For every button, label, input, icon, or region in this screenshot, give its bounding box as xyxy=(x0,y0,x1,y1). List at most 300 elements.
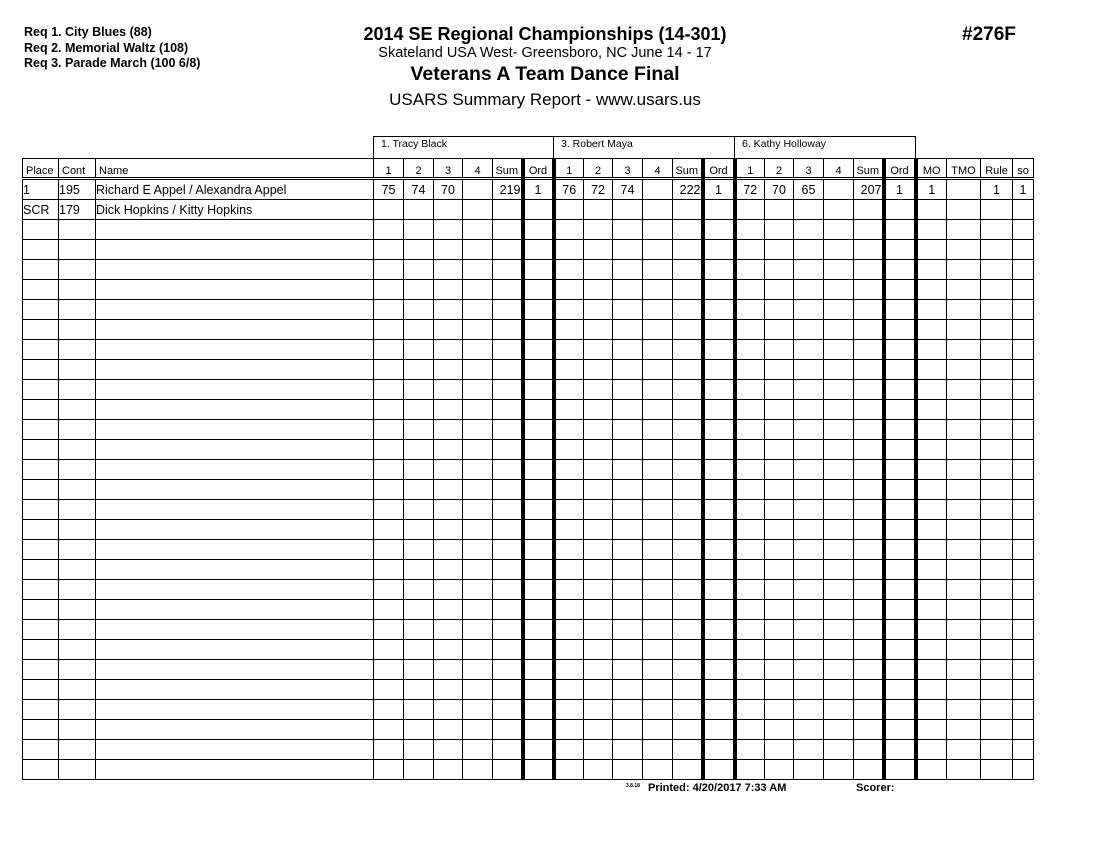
empty-cell xyxy=(1013,520,1034,540)
empty-cell xyxy=(23,420,59,440)
empty-cell xyxy=(59,380,96,400)
col-j1-score2: 2 xyxy=(404,159,434,179)
empty-cell xyxy=(463,700,493,720)
empty-cell xyxy=(554,300,584,320)
empty-cell xyxy=(824,560,854,580)
empty-cell xyxy=(613,420,643,440)
empty-cell xyxy=(854,620,884,640)
ord-cell xyxy=(884,200,916,220)
empty-cell xyxy=(947,340,981,360)
empty-cell xyxy=(374,660,404,680)
empty-cell xyxy=(794,540,824,560)
empty-table-row xyxy=(23,640,1034,660)
empty-cell xyxy=(374,400,404,420)
empty-cell xyxy=(765,700,794,720)
empty-cell xyxy=(673,640,703,660)
empty-cell xyxy=(493,380,523,400)
empty-cell xyxy=(824,440,854,460)
col-tmo: TMO xyxy=(947,159,981,179)
empty-cell xyxy=(96,300,374,320)
empty-cell xyxy=(673,440,703,460)
empty-cell xyxy=(916,680,947,700)
empty-cell xyxy=(1013,260,1034,280)
sum-cell xyxy=(493,200,523,220)
empty-cell xyxy=(765,360,794,380)
empty-cell xyxy=(794,600,824,620)
empty-cell xyxy=(613,300,643,320)
empty-cell xyxy=(613,540,643,560)
empty-cell xyxy=(554,360,584,380)
empty-cell xyxy=(916,400,947,420)
empty-cell xyxy=(493,700,523,720)
empty-cell xyxy=(947,460,981,480)
col-j1-sum: Sum xyxy=(493,159,523,179)
empty-cell xyxy=(735,260,765,280)
score-cell xyxy=(463,179,493,200)
empty-cell xyxy=(981,580,1013,600)
cont-cell: 179 xyxy=(59,200,96,220)
empty-cell xyxy=(854,440,884,460)
empty-cell xyxy=(59,480,96,500)
mo-cell xyxy=(916,200,947,220)
empty-cell xyxy=(404,700,434,720)
empty-cell xyxy=(96,260,374,280)
empty-cell xyxy=(59,760,96,780)
empty-cell xyxy=(673,500,703,520)
empty-cell xyxy=(794,760,824,780)
empty-cell xyxy=(613,580,643,600)
empty-cell xyxy=(794,420,824,440)
empty-cell xyxy=(673,560,703,580)
empty-cell xyxy=(554,580,584,600)
empty-cell xyxy=(981,620,1013,640)
empty-cell xyxy=(493,320,523,340)
empty-cell xyxy=(554,320,584,340)
empty-cell xyxy=(554,640,584,660)
empty-cell xyxy=(59,660,96,680)
empty-cell xyxy=(23,300,59,320)
empty-cell xyxy=(96,580,374,600)
empty-cell xyxy=(613,480,643,500)
empty-cell xyxy=(584,540,613,560)
empty-cell xyxy=(23,520,59,540)
empty-cell xyxy=(613,740,643,760)
empty-cell xyxy=(554,400,584,420)
empty-cell xyxy=(374,340,404,360)
empty-cell xyxy=(1013,660,1034,680)
empty-cell xyxy=(523,440,554,460)
empty-cell xyxy=(735,720,765,740)
ord-cell xyxy=(703,200,735,220)
col-j3-ord: Ord xyxy=(884,159,916,179)
empty-cell xyxy=(981,720,1013,740)
empty-cell xyxy=(463,640,493,660)
empty-cell xyxy=(96,340,374,360)
empty-cell xyxy=(493,480,523,500)
empty-cell xyxy=(59,600,96,620)
empty-cell xyxy=(794,340,824,360)
empty-cell xyxy=(854,500,884,520)
empty-cell xyxy=(643,320,673,340)
empty-cell xyxy=(23,500,59,520)
empty-cell xyxy=(584,300,613,320)
empty-cell xyxy=(404,320,434,340)
empty-cell xyxy=(794,740,824,760)
empty-cell xyxy=(884,300,916,320)
empty-cell xyxy=(884,540,916,560)
empty-cell xyxy=(765,440,794,460)
empty-cell xyxy=(981,460,1013,480)
empty-cell xyxy=(96,560,374,580)
empty-cell xyxy=(981,660,1013,680)
empty-cell xyxy=(703,480,735,500)
ord-cell: 1 xyxy=(523,179,554,200)
empty-cell xyxy=(59,540,96,560)
empty-cell xyxy=(765,240,794,260)
empty-cell xyxy=(981,440,1013,460)
empty-table-row xyxy=(23,240,1034,260)
empty-cell xyxy=(374,360,404,380)
empty-cell xyxy=(584,220,613,240)
empty-cell xyxy=(916,300,947,320)
empty-cell xyxy=(23,540,59,560)
empty-cell xyxy=(703,500,735,520)
empty-cell xyxy=(404,260,434,280)
empty-cell xyxy=(765,680,794,700)
empty-cell xyxy=(824,580,854,600)
empty-cell xyxy=(1013,400,1034,420)
empty-cell xyxy=(735,760,765,780)
empty-cell xyxy=(735,740,765,760)
sum-cell: 207 xyxy=(854,179,884,200)
empty-cell xyxy=(96,480,374,500)
empty-cell xyxy=(404,500,434,520)
empty-cell xyxy=(59,680,96,700)
tmo-cell xyxy=(947,200,981,220)
empty-cell xyxy=(554,720,584,740)
competition-title: 2014 SE Regional Championships (14-301) xyxy=(363,24,727,44)
empty-cell xyxy=(96,460,374,480)
empty-cell xyxy=(947,600,981,620)
printed-timestamp: Printed: 4/20/2017 7:33 AM xyxy=(648,782,787,794)
empty-cell xyxy=(794,480,824,500)
empty-cell xyxy=(59,580,96,600)
empty-cell xyxy=(673,720,703,740)
empty-cell xyxy=(765,580,794,600)
empty-cell xyxy=(981,340,1013,360)
empty-cell xyxy=(404,660,434,680)
ord-cell: 1 xyxy=(884,179,916,200)
empty-cell xyxy=(96,420,374,440)
empty-cell xyxy=(554,740,584,760)
empty-cell xyxy=(613,640,643,660)
empty-cell xyxy=(643,420,673,440)
empty-cell xyxy=(916,540,947,560)
empty-cell xyxy=(947,260,981,280)
empty-cell xyxy=(854,240,884,260)
col-j1-ord: Ord xyxy=(523,159,554,179)
empty-cell xyxy=(23,260,59,280)
empty-cell xyxy=(463,220,493,240)
empty-cell xyxy=(703,440,735,460)
empty-cell xyxy=(794,560,824,580)
empty-cell xyxy=(947,400,981,420)
empty-table-row xyxy=(23,720,1034,740)
col-j1-score4: 4 xyxy=(463,159,493,179)
empty-cell xyxy=(1013,720,1034,740)
empty-cell xyxy=(673,620,703,640)
empty-cell xyxy=(884,400,916,420)
empty-cell xyxy=(493,680,523,700)
empty-cell xyxy=(735,520,765,540)
empty-cell xyxy=(735,640,765,660)
empty-cell xyxy=(493,300,523,320)
empty-cell xyxy=(523,740,554,760)
col-j2-score1: 1 xyxy=(554,159,584,179)
empty-cell xyxy=(947,540,981,560)
empty-cell xyxy=(735,480,765,500)
empty-cell xyxy=(463,580,493,600)
score-cell: 76 xyxy=(554,179,584,200)
empty-cell xyxy=(916,600,947,620)
empty-cell xyxy=(96,700,374,720)
empty-cell xyxy=(673,680,703,700)
empty-cell xyxy=(981,500,1013,520)
ord-cell xyxy=(523,200,554,220)
empty-cell xyxy=(673,260,703,280)
empty-cell xyxy=(884,620,916,640)
empty-cell xyxy=(854,580,884,600)
empty-cell xyxy=(703,740,735,760)
empty-cell xyxy=(1013,540,1034,560)
empty-cell xyxy=(794,500,824,520)
empty-cell xyxy=(884,500,916,520)
requirement-3: Req 3. Parade March (100 6/8) xyxy=(24,56,201,70)
empty-cell xyxy=(96,520,374,540)
empty-cell xyxy=(613,380,643,400)
empty-cell xyxy=(23,240,59,260)
empty-cell xyxy=(523,300,554,320)
empty-cell xyxy=(854,660,884,680)
empty-cell xyxy=(523,580,554,600)
empty-cell xyxy=(463,620,493,640)
empty-cell xyxy=(916,520,947,540)
empty-cell xyxy=(493,640,523,660)
empty-table-row xyxy=(23,300,1034,320)
sum-cell: 219 xyxy=(493,179,523,200)
empty-cell xyxy=(824,600,854,620)
empty-cell xyxy=(463,320,493,340)
empty-cell xyxy=(374,420,404,440)
empty-cell xyxy=(463,480,493,500)
score-cell xyxy=(554,200,584,220)
empty-cell xyxy=(884,520,916,540)
empty-table-row xyxy=(23,740,1034,760)
col-j3-score4: 4 xyxy=(824,159,854,179)
col-cont: Cont xyxy=(59,159,96,179)
empty-table-row xyxy=(23,340,1034,360)
empty-cell xyxy=(404,240,434,260)
empty-cell xyxy=(404,400,434,420)
score-cell: 65 xyxy=(794,179,824,200)
empty-cell xyxy=(824,640,854,660)
empty-cell xyxy=(703,560,735,580)
empty-cell xyxy=(643,220,673,240)
empty-cell xyxy=(794,320,824,340)
software-version: 3.8.18 xyxy=(626,783,640,789)
empty-cell xyxy=(1013,620,1034,640)
cont-cell: 195 xyxy=(59,179,96,200)
empty-cell xyxy=(23,740,59,760)
empty-cell xyxy=(96,380,374,400)
empty-cell xyxy=(23,480,59,500)
empty-cell xyxy=(1013,700,1034,720)
col-j2-score3: 3 xyxy=(613,159,643,179)
empty-cell xyxy=(703,300,735,320)
empty-cell xyxy=(463,380,493,400)
empty-cell xyxy=(463,720,493,740)
empty-cell xyxy=(1013,240,1034,260)
empty-cell xyxy=(794,220,824,240)
empty-cell xyxy=(765,220,794,240)
empty-cell xyxy=(735,420,765,440)
empty-cell xyxy=(824,760,854,780)
empty-cell xyxy=(947,220,981,240)
empty-cell xyxy=(947,740,981,760)
empty-cell xyxy=(584,420,613,440)
empty-cell xyxy=(59,520,96,540)
empty-cell xyxy=(404,540,434,560)
event-title: Veterans A Team Dance Final xyxy=(410,63,680,85)
empty-cell xyxy=(96,660,374,680)
empty-cell xyxy=(613,520,643,540)
empty-cell xyxy=(981,240,1013,260)
empty-cell xyxy=(59,640,96,660)
empty-cell xyxy=(673,520,703,540)
empty-cell xyxy=(374,580,404,600)
empty-cell xyxy=(434,280,463,300)
empty-cell xyxy=(1013,760,1034,780)
empty-cell xyxy=(493,280,523,300)
empty-cell xyxy=(59,400,96,420)
col-j3-score2: 2 xyxy=(765,159,794,179)
empty-cell xyxy=(673,600,703,620)
empty-cell xyxy=(673,460,703,480)
empty-cell xyxy=(374,680,404,700)
empty-cell xyxy=(916,740,947,760)
empty-table-row xyxy=(23,260,1034,280)
empty-cell xyxy=(703,520,735,540)
empty-cell xyxy=(23,280,59,300)
empty-cell xyxy=(703,760,735,780)
empty-cell xyxy=(434,540,463,560)
empty-cell xyxy=(493,660,523,680)
empty-cell xyxy=(493,240,523,260)
empty-cell xyxy=(824,240,854,260)
empty-cell xyxy=(493,600,523,620)
empty-cell xyxy=(1013,560,1034,580)
empty-cell xyxy=(23,320,59,340)
empty-cell xyxy=(1013,740,1034,760)
score-cell xyxy=(374,200,404,220)
rule-cell: 1 xyxy=(981,179,1013,200)
empty-cell xyxy=(23,440,59,460)
empty-cell xyxy=(854,740,884,760)
empty-cell xyxy=(59,360,96,380)
empty-cell xyxy=(463,680,493,700)
empty-cell xyxy=(554,280,584,300)
empty-cell xyxy=(434,320,463,340)
col-place: Place xyxy=(23,159,59,179)
empty-cell xyxy=(584,760,613,780)
empty-cell xyxy=(643,580,673,600)
empty-cell xyxy=(916,460,947,480)
empty-cell xyxy=(673,660,703,680)
empty-cell xyxy=(673,340,703,360)
empty-cell xyxy=(703,720,735,740)
empty-cell xyxy=(96,640,374,660)
empty-cell xyxy=(703,680,735,700)
empty-cell xyxy=(59,460,96,480)
empty-cell xyxy=(854,640,884,660)
empty-cell xyxy=(493,720,523,740)
empty-cell xyxy=(794,460,824,480)
empty-cell xyxy=(434,560,463,580)
empty-cell xyxy=(703,380,735,400)
empty-cell xyxy=(981,400,1013,420)
empty-cell xyxy=(96,400,374,420)
empty-table-row xyxy=(23,600,1034,620)
empty-cell xyxy=(554,540,584,560)
sum-cell xyxy=(673,200,703,220)
empty-cell xyxy=(794,520,824,540)
empty-cell xyxy=(854,760,884,780)
place-cell: 1 xyxy=(23,179,59,200)
empty-cell xyxy=(554,340,584,360)
empty-cell xyxy=(554,620,584,640)
empty-cell xyxy=(463,340,493,360)
empty-cell xyxy=(703,700,735,720)
score-cell xyxy=(463,200,493,220)
empty-cell xyxy=(434,300,463,320)
empty-cell xyxy=(947,280,981,300)
sum-cell xyxy=(854,200,884,220)
empty-cell xyxy=(981,700,1013,720)
empty-cell xyxy=(703,220,735,240)
empty-cell xyxy=(613,320,643,340)
empty-cell xyxy=(765,420,794,440)
score-cell: 74 xyxy=(404,179,434,200)
empty-cell xyxy=(824,740,854,760)
empty-cell xyxy=(703,400,735,420)
empty-cell xyxy=(794,300,824,320)
empty-cell xyxy=(23,640,59,660)
empty-cell xyxy=(523,220,554,240)
score-cell: 70 xyxy=(434,179,463,200)
requirement-1: Req 1. City Blues (88) xyxy=(24,25,152,39)
empty-cell xyxy=(584,360,613,380)
empty-cell xyxy=(1013,600,1034,620)
empty-cell xyxy=(643,400,673,420)
empty-table-row xyxy=(23,460,1034,480)
empty-cell xyxy=(374,480,404,500)
empty-cell xyxy=(554,480,584,500)
place-cell: SCR xyxy=(23,200,59,220)
col-j3-score3: 3 xyxy=(794,159,824,179)
empty-cell xyxy=(981,600,1013,620)
col-j1-score1: 1 xyxy=(374,159,404,179)
empty-cell xyxy=(916,720,947,740)
